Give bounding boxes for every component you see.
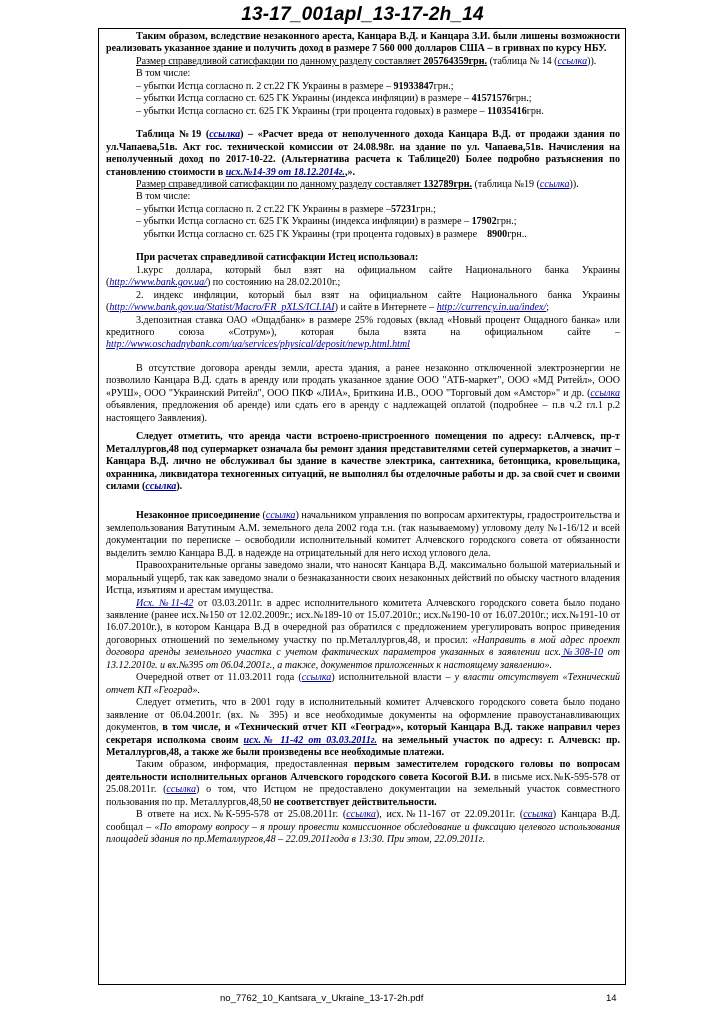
lease-paragraph: В отсутствие договора аренды земли, ареста здания, а ранее незаконно отключенной электроэнергии не позволило Канцара В.Д. сдать в аренду или продать указанное здание ООО "АТБ-маркет", ООО «МД Ритейл», ООО «РУШ», ООО "Украинский Ритейл", ООО ПКФ «ЛИА», Бриткина И.В., ООО "Торговый дом «Амстор»" и др. (ссылка объявления, предложения об аренде) или сдать его в аренду с надлежащей оплатой (подробнее – п.в ч.2 гл.1 р.2 настоящего Заявления). [106, 362, 620, 424]
loss-line: – убытки Истца согласно ст. 625 ГК Украины (индекса инфляции) в размере – 41571576грн.; [136, 93, 532, 105]
reply-paragraph: В ответе на исх.№К-595-578 от 25.08.2011г. (ссылка), исх.№11-167 от 22.09.2011г. (ссылка) Канцара В.Д. сообщал – «По второму вопросу – я прошу провести комиссионное обследование и фиксацию целевого использования площадей здания по пр.Металлургов,48 – 22.09.2011года в 13:30. При этом, 22.09.2011г. [106, 809, 621, 846]
page-number: 14 [606, 993, 617, 1004]
deposit-link[interactable]: http://www.oschadnybank.com/ua/services/physical/deposit/newp.html.html [106, 339, 410, 351]
reference-link[interactable]: ссылка [166, 784, 196, 796]
loss-line: – убытки Истца согласно ст. 625 ГК Украины (индекса инфляции) в размере – 17902грн.; [136, 216, 517, 228]
illegal-joining-paragraph: Незаконное присоединение (ссылка) начальником управления по вопросам архитектуры, градостроительства и землепользования Ватутиным А.М. земельного дела 2002 года т.н. (так называемому) угловому делу №1-16/12 и всей документации по переписке – освободили исполнительный комитет Алчевского городского совета от обязанности выделить землю Канцара В.Д. в надежде на отрицательный для него исход углового дела. [106, 510, 620, 559]
loss-line: – убытки Истца согласно ст. 625 ГК Украины (три процента годовых) в размере – 11035416грн. [136, 105, 544, 117]
answer-paragraph: Очередной ответ от 11.03.2011 года (ссылка) исполнительной власти – у власти отсутствует «Технический отчет КП «Геоград». [106, 672, 620, 696]
reference-link[interactable]: ссылка [265, 510, 296, 522]
document-body [106, 31, 620, 847]
sources-heading: При расчетах справедливой сатисфакции Истец использовал: [136, 252, 419, 264]
conclusion-paragraph: Таким образом, вследствие незаконного ареста, Канцара В.Д. и Канцара З.И. были лишены возможности реализовать указанное здание и получить доход в размере 7 560 000 долларов США – в гривнах по курсу НБУ. [106, 31, 620, 55]
law-enforcement-paragraph: Правоохранительные органы заведомо знали, что наносят Канцара В.Д. максимально большой материальный и моральный ущерб, так как заведомо знали о безнаказанности своих незаконных действий по обыску частного владения Истца, изъятиям и арестам имущества. [106, 560, 620, 597]
reference-link[interactable]: ссылка [523, 809, 553, 821]
reference-link[interactable]: ссылка [539, 178, 570, 190]
footer-filename: no_7762_10_Kantsara_v_Ukraine_13-17-2h.pdf [220, 993, 424, 1004]
nbu-link[interactable]: http://www.bank.gov.ua/ [109, 277, 207, 289]
source-item: 2. индекс инфляции, который был взят на официальном сайте Национального банка Украины (http://www.bank.gov.ua/Statist/Macro/FR_pXLS/ICI.IAI) и сайте в Интернете – http://currency.in.ua/index/; [106, 289, 620, 314]
supermarket-paragraph: Следует отметить, что аренда части встроено-пристроенного помещения по адресу: г.Алчевск, пр-т Металлургов,48 под супермаркет означала бы ремонт здания представителями сетей супермаркетов, а значит – Канцара В.Д. лично не обслуживал бы здание в качестве электрика, сантехника, бетонщика, кровельщика, охранника, ликвидатора техногенных ситуаций, не выполнял бы отделочные работы и др. за свой счет и своими силами (ссылка). [106, 431, 620, 492]
outgoing-letter-paragraph: Исх. №11-42 от 03.03.2011г. в адрес исполнительного комитета Алчевского городского совета было подано заявление (ранее исх.№150 от 12.02.2009г.; исх.№189-10 от 15.07.2010г.; исх.№190-10 от 16.07.2010г.; исх.№191-10 от 16.07.2010г.), в котором Канцара В.Д в очередной раз обратился с предложением урегулировать вопрос приведения договорных отношений по земельному участку по пр.Металлургов,48, и просил: «Направить в мой адрес проект договора аренды земельного участка с учетом фактических параметров указанных в заявлении исх.№308-10 от 13.12.2010г. и вх.№395 от 06.04.2001г., а также, документов приложенных к настоящему заявлению». [106, 597, 620, 671]
information-paragraph: Таким образом, информация, предоставленная первым заместителем городского головы по вопросам деятельности исполнительных органов Алчевского городского совета Косогой В.И. в письме исх.№К-595-578 от 25.08.2011г. (ссылка) о том, что Истцом не предоставлено документации на земельный участок совместного пользования по пр. Металлургов,48,50 не соответствует действительности. [106, 759, 620, 808]
satisfaction-size-line: Размер справедливой сатисфакции по данному разделу составляет 132789грн. (таблица №19 (ссылка)). [136, 178, 579, 190]
source-item: 1.курс доллара, который был взят на официальном сайте Национального банка Украины (http://www.bank.gov.ua/) по состоянию на 28.02.2010г.; [106, 264, 620, 289]
including-label: В том числе: [136, 191, 191, 203]
page-header-title: 13-17_001apl_13-17-2h_14 [241, 4, 484, 25]
reference-link[interactable]: ссылка [301, 672, 332, 684]
inflation-link[interactable]: http://www.bank.gov.ua/Statist/Macro/FR_pXLS/ICI.IAI [109, 302, 335, 314]
satisfaction-size-line: Размер справедливой сатисфакции по данному разделу составляет 205764359грн. (таблица № 14 (ссылка)). [136, 55, 597, 67]
reference-link[interactable]: ссылка [209, 129, 241, 141]
letter-reference-link[interactable]: Исх. №11-42 [136, 597, 194, 609]
source-item: 3.депозитная ставка ОАО «Ощадбанк» в размере 25% годовых (вклад «Новый процент Ощадного банка» или кредитного союза «Сотрум»), которая была взята на официальном сайте – http://www.oschadnybank.com/ua/services/physical/deposit/newp.html.html [106, 314, 620, 351]
letter-reference-link[interactable]: исх.№14-39 от 18.12.2014г. [225, 166, 345, 178]
loss-line: – убытки Истца согласно п. 2 ст.22 ГК Украины в размере – 91933847грн.; [136, 80, 454, 92]
reference-link[interactable]: ссылка [590, 387, 620, 399]
including-label: В том числе: [136, 68, 191, 80]
currency-link[interactable]: http://currency.in.ua/index/ [436, 302, 547, 314]
amount-value: 132789грн. [423, 178, 472, 190]
letter-reference-link[interactable]: исх.№ 11-42 от 03.03.2011г. [243, 734, 377, 746]
loss-line: – убытки Истца согласно п. 2 ст.22 ГК Украины в размере –57231грн.; [136, 203, 436, 215]
reference-link[interactable]: ссылка [557, 55, 588, 67]
loss-line: убытки Истца согласно ст. 625 ГК Украины (три процента годовых) в размере 8900грн.. [136, 228, 527, 240]
geograd-paragraph: Следует отметить, что в 2001 году в исполнительный комитет Алчевского городского совета было подано заявление от 06.04.2001г. (вх. № 395) и все необходимые документы на оформление правоустанавливающих документов, в том числе, и «Технический отчет КП «Геоград»», который Канцара В.Д. также направил через секретаря исполкома своим исх.№ 11-42 от 03.03.2011г. на земельный участок по адресу: г. Алчевск: пр. Металлургов,48, а также же были произведены все необходимые платежи. [106, 697, 620, 759]
table-19-heading: Таблица №19 (ссылка) – «Расчет вреда от неполученного дохода Канцара В.Д. от продажи здания по ул.Чапаева,51в. Акт гос. технической комиссии от 24.08.98г. на здание по ул. Чапаева,51в. Начисления на неполученный доход по 2017-10-22. (Альтернатива расчета к Таблице20) Более подробно разъяснения по становлению стоимости в исх.№14-39 от 18.12.2014г.,». [106, 129, 621, 178]
letter-reference-link[interactable]: №308-10 [560, 647, 604, 659]
reference-link[interactable]: ссылка [145, 480, 177, 492]
reference-link[interactable]: ссылка [346, 809, 376, 821]
amount-value: 205764359грн. [423, 55, 488, 67]
